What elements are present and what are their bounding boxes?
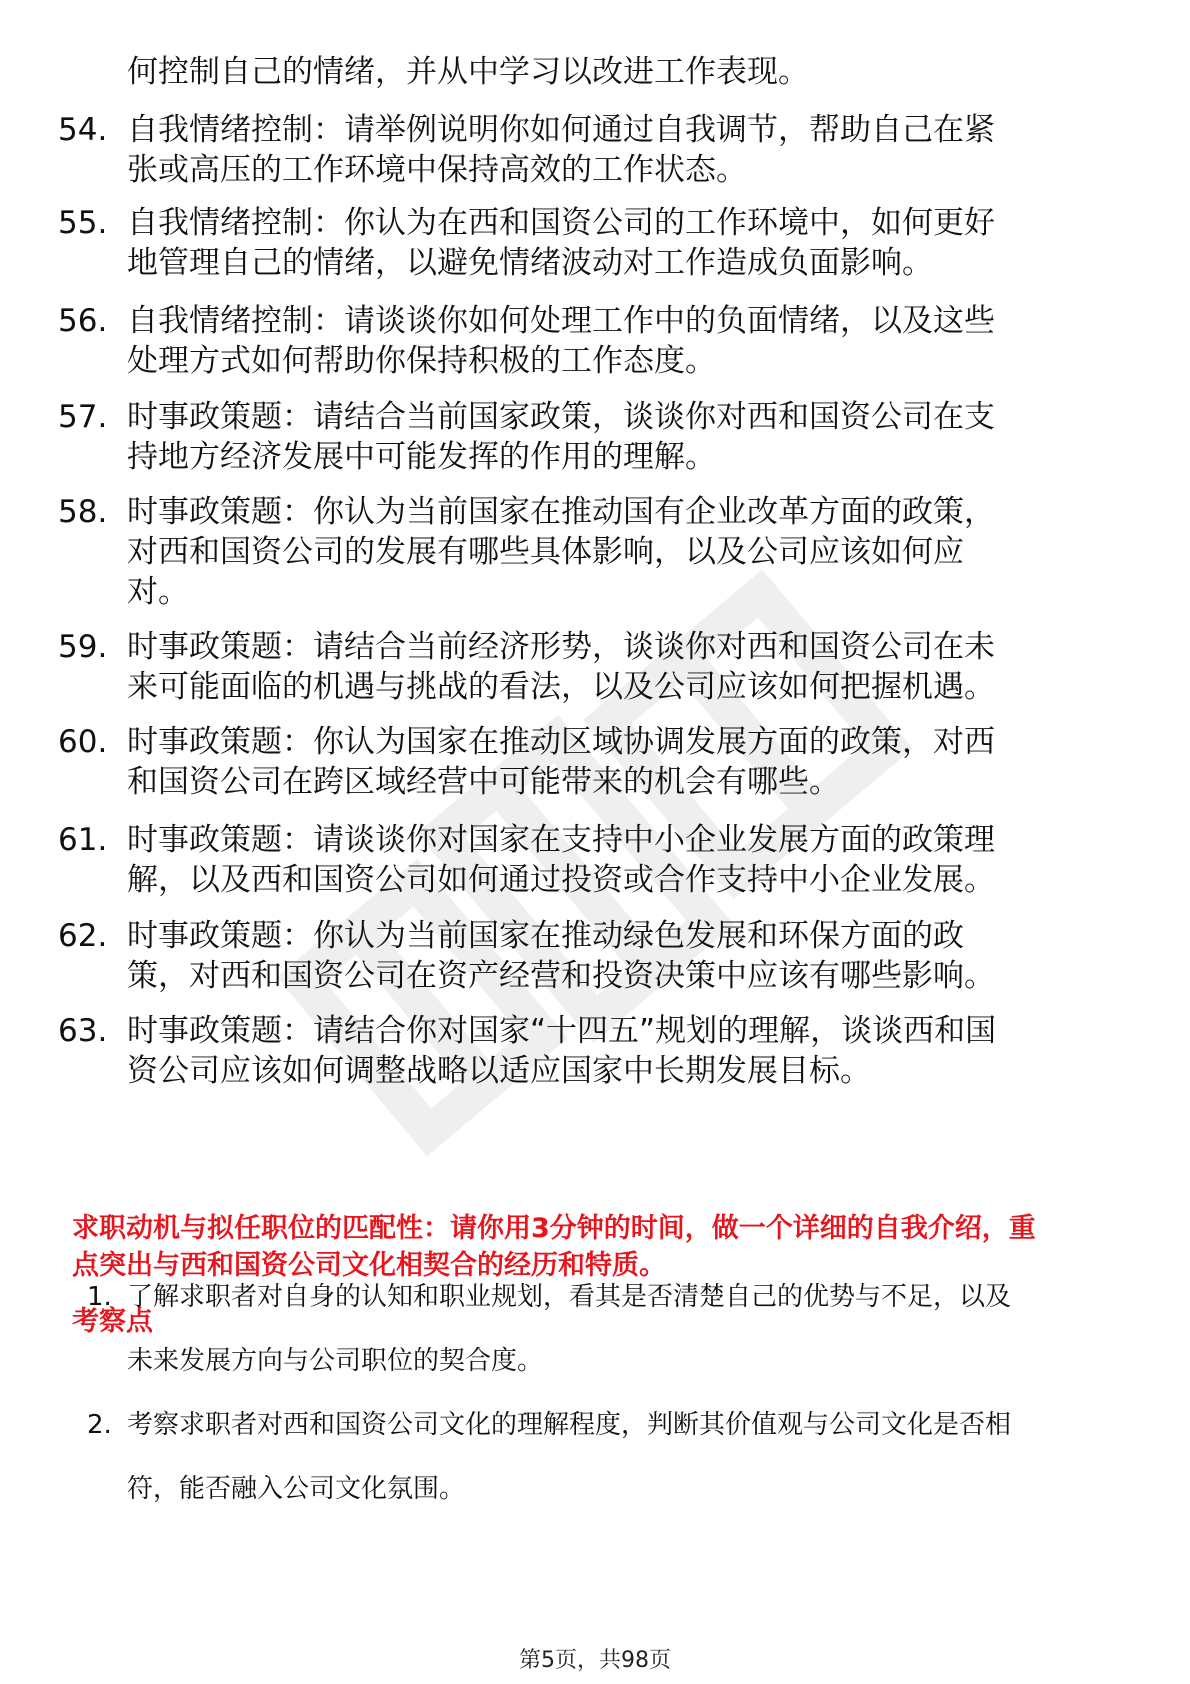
question-number: 62. <box>58 918 108 954</box>
point-number: 1. <box>87 1282 112 1312</box>
question-number: 57. <box>58 399 108 435</box>
question-text <box>127 627 1131 707</box>
question-line: 对西和国资公司的发展有哪些具体影响，以及公司应该如何应 <box>127 534 964 570</box>
question-55 <box>58 203 1138 283</box>
question-62 <box>58 916 1138 996</box>
continued-question-text: 何控制自己的情绪，并从中学习以改进工作表现。 <box>127 54 809 90</box>
question-number: 61. <box>58 822 108 858</box>
question-line: 策，对西和国资公司在资产经营和投资决策中应该有哪些影响。 <box>127 958 995 994</box>
question-number: 59. <box>58 629 108 665</box>
question-line: 自我情绪控制：请谈谈你如何处理工作中的负面情绪，以及这些 <box>127 303 995 339</box>
question-text <box>127 1011 1131 1091</box>
question-line: 处理方式如何帮助你保持积极的工作态度。 <box>127 343 716 379</box>
question-60 <box>58 722 1138 802</box>
highlight-question-line: 点突出与西和国资公司文化相契合的经历和特质。 <box>72 1250 666 1281</box>
question-line: 和国资公司在跨区域经营中可能带来的机会有哪些。 <box>127 764 840 800</box>
question-number: 63. <box>58 1013 108 1049</box>
point-text <box>127 1265 1127 1393</box>
question-54 <box>58 110 1138 190</box>
question-number: 56. <box>58 303 108 339</box>
question-line: 自我情绪控制：请举例说明你如何通过自我调节，帮助自己在紧 <box>127 112 995 148</box>
page-footer: 第5页，共98页 <box>519 1648 671 1673</box>
point-line: 了解求职者对自身的认知和职业规划，看其是否清楚自己的优势与不足，以及 <box>127 1282 1012 1312</box>
question-line: 时事政策题：请结合你对国家“十四五”规划的理解，谈谈西和国 <box>127 1013 997 1049</box>
question-line: 时事政策题：请结合当前国家政策，谈谈你对西和国资公司在支 <box>127 399 995 435</box>
question-number: 55. <box>58 205 108 241</box>
assessment-point-2 <box>87 1393 1127 1521</box>
question-56 <box>58 301 1138 381</box>
question-number: 54. <box>58 112 108 148</box>
point-number: 2. <box>87 1410 112 1440</box>
question-line: 来可能面临的机遇与挑战的看法，以及公司应该如何把握机遇。 <box>127 669 995 705</box>
question-text <box>127 110 1131 190</box>
question-text <box>127 492 1131 612</box>
question-number: 60. <box>58 724 108 760</box>
question-text <box>127 820 1131 900</box>
question-61 <box>58 820 1138 900</box>
point-line: 考察求职者对西和国资公司文化的理解程度，判断其价值观与公司文化是否相 <box>127 1410 1012 1440</box>
question-text <box>127 916 1131 996</box>
question-line: 时事政策题：你认为国家在推动区域协调发展方面的政策，对西 <box>127 724 995 760</box>
question-text <box>127 301 1131 381</box>
section-heading-assessment-points: 考察点 <box>72 1306 153 1337</box>
point-line: 符，能否融入公司文化氛围。 <box>127 1474 466 1504</box>
assessment-point-1 <box>87 1265 1127 1393</box>
highlight-question-line: 求职动机与拟任职位的匹配性：请你用3分钟的时间，做一个详细的自我介绍，重 <box>72 1213 1036 1244</box>
question-line: 持地方经济发展中可能发挥的作用的理解。 <box>127 439 716 475</box>
question-text <box>127 722 1131 802</box>
point-text <box>127 1393 1127 1521</box>
question-number: 58. <box>58 494 108 530</box>
question-line: 时事政策题：请结合当前经济形势，谈谈你对西和国资公司在未 <box>127 629 995 665</box>
question-59 <box>58 627 1138 707</box>
question-line: 时事政策题：请谈谈你对国家在支持中小企业发展方面的政策理 <box>127 822 995 858</box>
question-line: 解，以及西和国资公司如何通过投资或合作支持中小企业发展。 <box>127 862 995 898</box>
point-line: 未来发展方向与公司职位的契合度。 <box>127 1346 544 1376</box>
question-line: 张或高压的工作环境中保持高效的工作状态。 <box>127 152 747 188</box>
question-line: 时事政策题：你认为当前国家在推动国有企业改革方面的政策， <box>127 494 995 530</box>
question-line: 地管理自己的情绪，以避免情绪波动对工作造成负面影响。 <box>127 245 933 281</box>
question-line: 资公司应该如何调整战略以适应国家中长期发展目标。 <box>127 1053 871 1089</box>
question-text <box>127 203 1131 283</box>
question-text <box>127 397 1131 477</box>
question-line: 自我情绪控制：你认为在西和国资公司的工作环境中，如何更好 <box>127 205 995 241</box>
question-line: 时事政策题：你认为当前国家在推动绿色发展和环保方面的政 <box>127 918 964 954</box>
question-57 <box>58 397 1138 477</box>
question-line: 对。 <box>127 574 189 610</box>
question-58 <box>58 492 1138 612</box>
question-63 <box>58 1011 1138 1091</box>
